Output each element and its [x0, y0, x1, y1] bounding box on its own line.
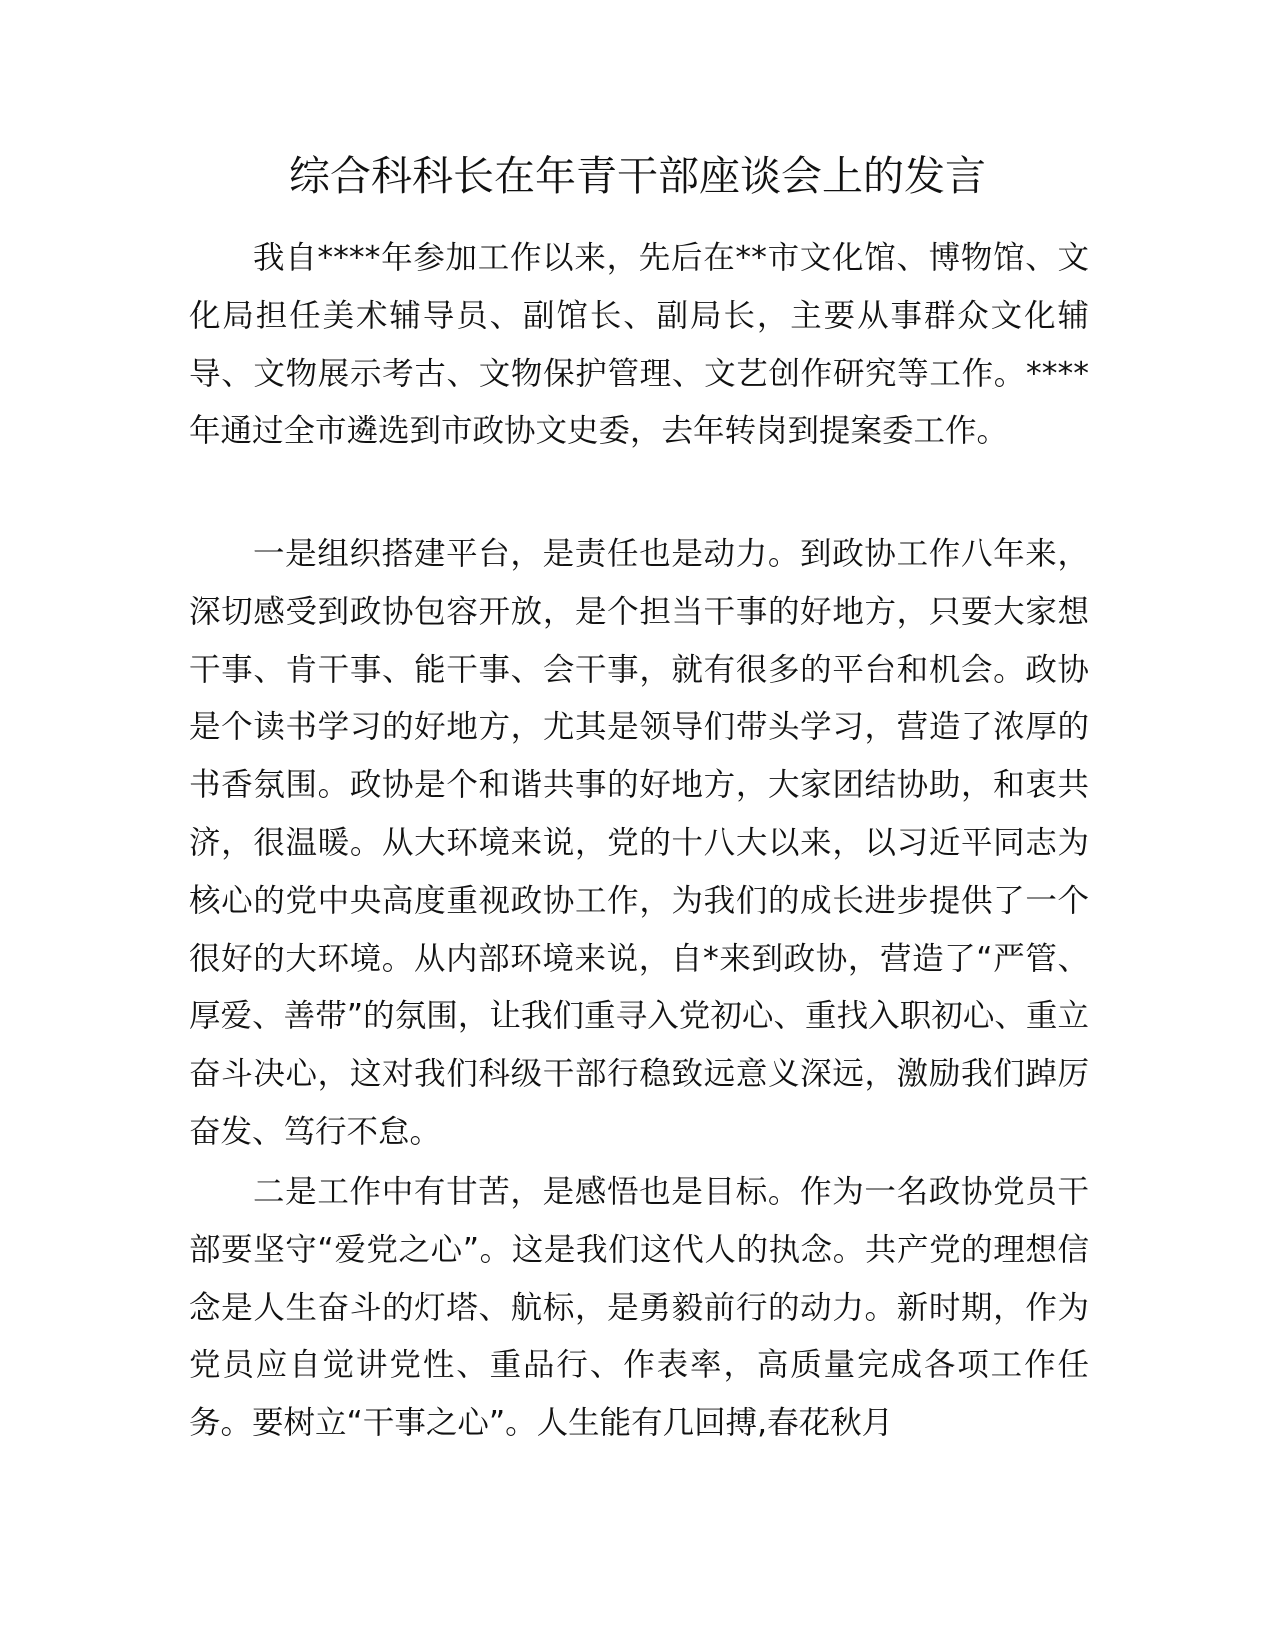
- paragraph-intro: 我自****年参加工作以来，先后在**市文化馆、博物馆、文化局担任美术辅导员、副馆长、副局长，主要从事群众文化辅导、文物展示考古、文物保护管理、文艺创作研究等工作。****年通过全市遴选到市政协文史委，去年转岗到提案委工作。: [189, 240, 1089, 450]
- paragraph-point-two: 二是工作中有甘苦，是感悟也是目标。作为一名政协党员干部要坚守“爱党之心”。这是我们这代人的执念。共产党的理想信念是人生奋斗的灯塔、航标，是勇毅前行的动力。新时期，作为党员应自觉讲党性、重品行、作表率，高质量完成各项工作任务。要树立“干事之心”。人生能有几回搏,春花秋月: [189, 1174, 1089, 1442]
- document-title: 综合科科长在年青干部座谈会上的发言: [289, 152, 986, 200]
- paragraph-point-one: 一是组织搭建平台，是责任也是动力。到政协工作八年来，深切感受到政协包容开放，是个担当干事的好地方，只要大家想干事、肯干事、能干事、会干事，就有很多的平台和机会。政协是个读书学习的好地方，尤其是领导们带头学习，营造了浓厚的书香氛围。政协是个和谐共事的好地方，大家团结协助，和衷共济，很温暖。从大环境来说，党的十八大以来，以习近平同志为核心的党中央高度重视政协工作，为我们的成长进步提供了一个很好的大环境。从内部环境来说，自*来到政协，营造了“严管、厚爱、善带”的氛围，让我们重寻入党初心、重找入职初心、重立奋斗决心，这对我们科级干部行稳致远意义深远，激励我们踔厉奋发、笃行不怠。: [189, 536, 1089, 1150]
